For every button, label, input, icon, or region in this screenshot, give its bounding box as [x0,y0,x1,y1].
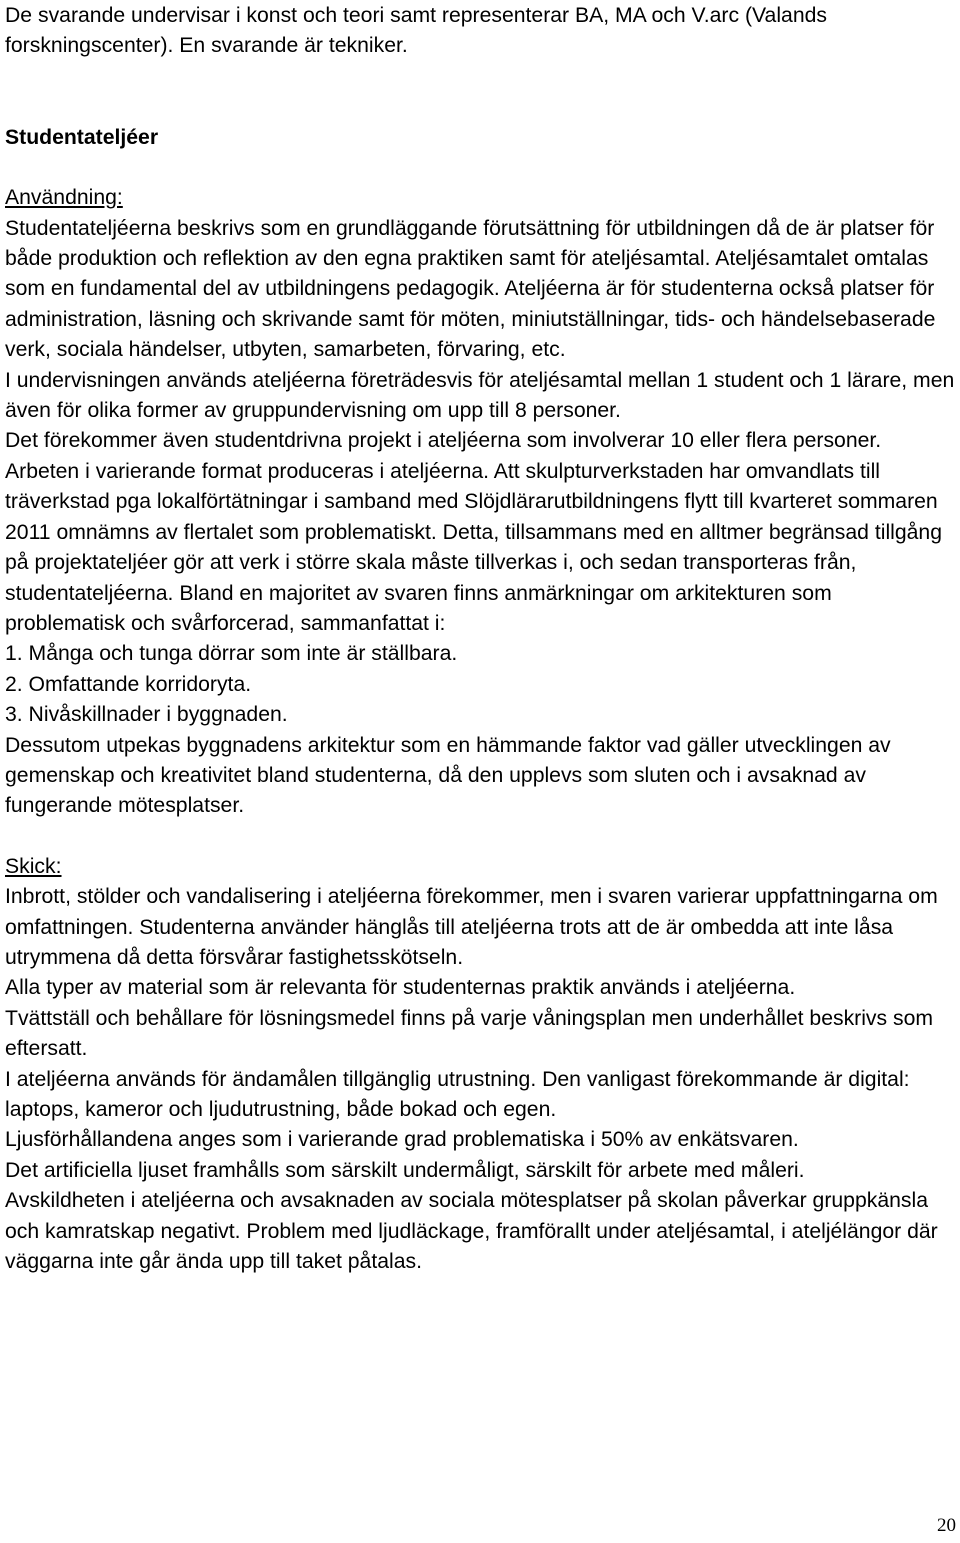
condition-paragraph: Ljusförhållandena anges som i varierande grad problematiska i 50% av enkätsvaren. [5,1128,799,1152]
usage-paragraph: Studentateljéerna beskrivs som en grundläggande förutsättning för utbildningen då de är platser för både produktion och reflektion av den egna praktiken samt för ateljésamtal. Ateljésamtalet omtalas som en fundamental del av utbildningens pedagogik. Ateljéerna är för studenterna också platser för administration, läsning och skrivande samt för möten, miniutställningar, tids- och händelsebaserade verk, sociala händelser, utbyten, samarbeten, förvaring, etc. [5,216,936,362]
condition-paragraph: Alla typer av material som är relevanta för studenternas praktik används i ateljéerna. [5,976,796,1000]
list-item: 3. Nivåskillnader i byggnaden. [5,703,288,727]
condition-heading: Skick: [5,854,62,878]
condition-paragraph: Inbrott, stölder och vandalisering i ateljéerna förekommer, men i svaren varierar uppfattningarna om omfattningen. Studenterna använder hänglås till ateljéerna trots att de är ombedda att inte låsa utrymmena då detta försvårar fastighetsskötseln. [5,885,938,969]
usage-heading: Användning: [5,186,123,210]
page-number: 20 [937,1515,956,1536]
condition-paragraph: Det artificiella ljuset framhålls som särskilt undermåligt, särskilt för arbete med måleri. [5,1158,805,1182]
intro-paragraph: De svarande undervisar i konst och teori samt representerar BA, MA och V.arc (Valands forskningscenter). En svarande är tekniker. [5,4,827,58]
usage-section [5,214,957,822]
usage-paragraph: Dessutom utpekas byggnadens arkitektur som en hämmande faktor vad gäller utvecklingen av gemenskap och kreativitet bland studenterna, då den upplevs som sluten och i avsaknad av fungerande mötesplatser. [5,733,891,818]
condition-paragraph: Tvättställ och behållare för lösningsmedel finns på varje våningsplan men underhållet beskrivs som eftersatt. [5,1006,934,1061]
condition-paragraph: I ateljéerna används för ändamålen tillgänglig utrustning. Den vanligast förekommande är digital: laptops, kameror och ljudutrustning, både bokad och egen. [5,1067,910,1121]
list-item: 2. Omfattande korridoryta. [5,672,252,696]
usage-paragraph: Arbeten i varierande format produceras i ateljéerna. Att skulpturverkstaden har omvandlats till träverkstad pga lokalförtätningar i samband med Slöjdlärarutbildningens flytt till kvarteret sommaren 2011 omnämns av flertalet som problematiskt. Detta, tillsammans med en alltmer begränsad tillgång på projektateljéer gör att verk i större skala måste tillverkas i, och sedan transporteras från, studentateljéerna. Bland en majoritet av svaren finns anmärkningar om arkitekturen som problematisk och svårforcerad, sammanfattat i: [5,459,942,635]
document-page [5,0,957,1277]
condition-section [5,882,957,1277]
condition-paragraph: Avskildheten i ateljéerna och avsaknaden av sociala mötesplatser på skolan påverkar gruppkänsla och kamratskap negativt. Problem med ljudläckage, framförallt under ateljésamtal, i ateljélängor där väggarna inte går ända upp till taket påtalas. [5,1189,938,1274]
list-item: 1. Många och tunga dörrar som inte är ställbara. [5,642,458,666]
usage-paragraph: I undervisningen används ateljéerna företrädesvis för ateljésamtal mellan 1 student och 1 lärare, men även för olika former av gruppundervisning om upp till 8 personer. [5,368,955,423]
usage-paragraph: Det förekommer även studentdrivna projekt i ateljéerna som involverar 10 eller flera personer. [5,429,882,453]
section-title: Studentateljéer [5,125,159,149]
